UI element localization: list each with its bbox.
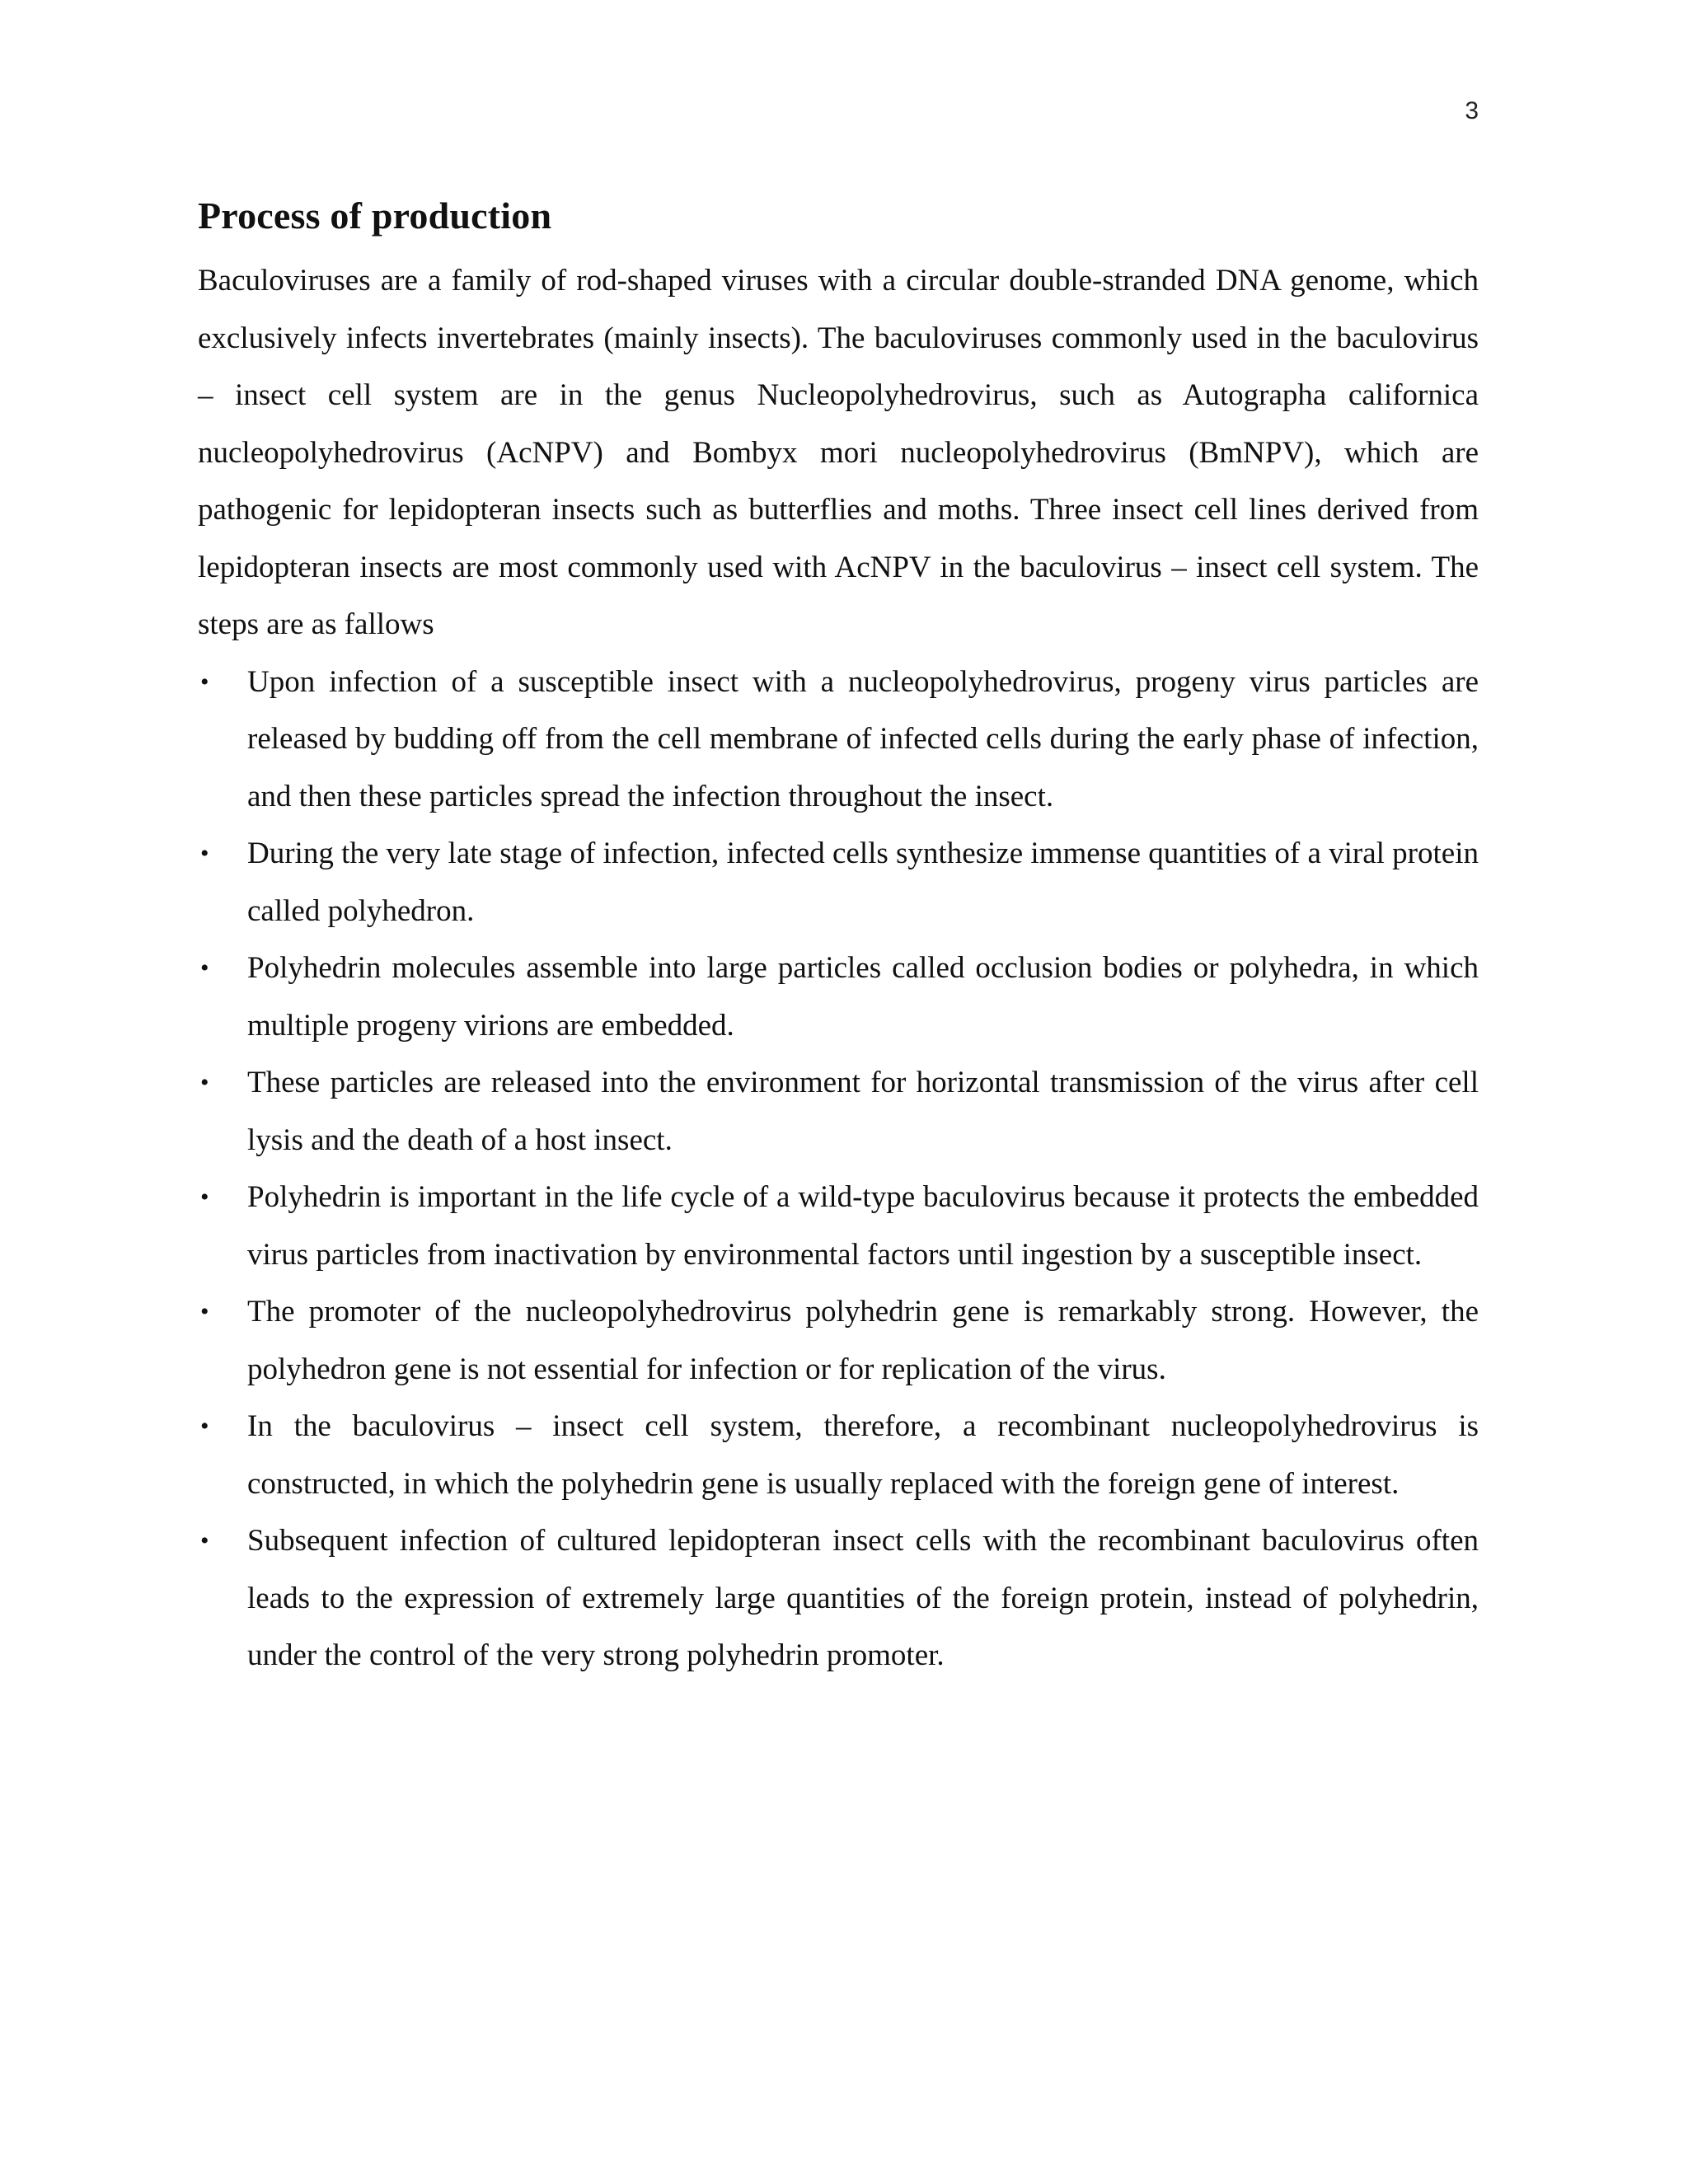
- bullet-icon: •: [200, 840, 209, 867]
- list-item-text: Subsequent infection of cultured lepidopteran insect cells with the recombinant baculovirus often leads to the expression of extremely large quantities of the foreign protein, instead of polyhedrin, under the control of the very strong polyhedrin promoter.: [247, 1524, 1479, 1672]
- list-item: [198, 1512, 1479, 1685]
- section-heading: Process of production: [198, 194, 552, 237]
- intro-paragraph: Baculoviruses are a family of rod-shaped viruses with a circular double-stranded DNA genome, which exclusively infects invertebrates (mainly insects). The baculoviruses commonly used in the baculovirus – insect cell system are in the genus Nucleopolyhedrovirus, such as Autographa californica nucleopolyhedrovirus (AcNPV) and Bombyx mori nucleopolyhedrovirus (BmNPV), which are pathogenic for lepidopteran insects such as butterflies and moths. Three insect cell lines derived from lepidopteran insects are most commonly used with AcNPV in the baculovirus – insect cell system. The steps are as fallows: [198, 264, 1479, 641]
- list-item-text: During the very late stage of infection, infected cells synthesize immense quantities of a viral protein called polyhedron.: [247, 837, 1479, 928]
- bullet-icon: •: [200, 954, 209, 982]
- bullet-icon: •: [200, 668, 209, 696]
- bullet-icon: •: [200, 1069, 209, 1096]
- list-item: [198, 1169, 1479, 1283]
- page-content: [198, 191, 1479, 1685]
- list-item: [198, 825, 1479, 940]
- list-item-text: Upon infection of a susceptible insect with a nucleopolyhedrovirus, progeny virus particles are released by budding off from the cell membrane of infected cells during the early phase of infection, and then these particles spread the infection throughout the insect.: [247, 664, 1479, 813]
- bullet-icon: •: [200, 1527, 209, 1554]
- bullet-icon: •: [200, 1298, 209, 1325]
- list-item-text: Polyhedrin is important in the life cycle of a wild-type baculovirus because it protects the embedded virus particles from inactivation by environmental factors until ingestion by a susceptible insect.: [247, 1180, 1479, 1272]
- list-item-text: Polyhedrin molecules assemble into large particles called occlusion bodies or polyhedra, in which multiple progeny virions are embedded.: [247, 951, 1479, 1043]
- list-item: [198, 1283, 1479, 1398]
- list-item-text: In the baculovirus – insect cell system, therefore, a recombinant nucleopolyhedrovirus is constructed, in which the polyhedrin gene is usually replaced with the foreign gene of interest.: [247, 1409, 1479, 1501]
- bullet-icon: •: [200, 1183, 209, 1211]
- list-item: [198, 1054, 1479, 1169]
- steps-list: [198, 654, 1479, 1685]
- list-item: [198, 1398, 1479, 1512]
- list-item: [198, 654, 1479, 826]
- list-item-text: The promoter of the nucleopolyhedrovirus polyhedrin gene is remarkably strong. However, the polyhedron gene is not essential for infection or for replication of the virus.: [247, 1295, 1479, 1386]
- page-number: 3: [1465, 97, 1479, 124]
- list-item: [198, 940, 1479, 1054]
- bullet-icon: •: [200, 1413, 209, 1440]
- list-item-text: These particles are released into the environment for horizontal transmission of the virus after cell lysis and the death of a host insect.: [247, 1066, 1479, 1157]
